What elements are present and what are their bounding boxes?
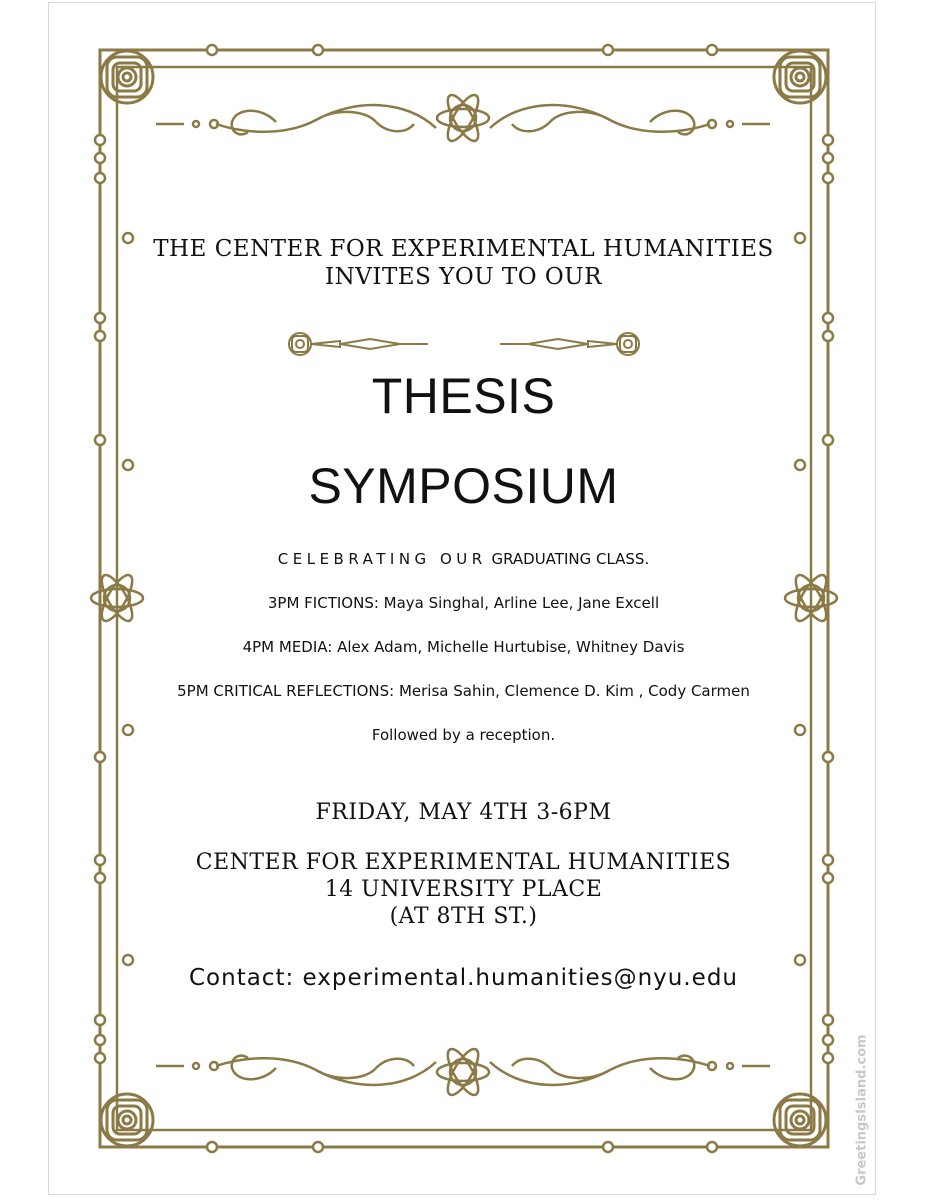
atom-ornament-icon xyxy=(437,1045,489,1099)
atom-ornament-icon xyxy=(437,91,489,145)
session-fictions: 3PM FICTIONS: Maya Singhal, Arline Lee, Jane Excell xyxy=(267,594,660,612)
subtitle xyxy=(0,550,927,568)
venue-line-1: CENTER FOR EXPERIMENTAL HUMANITIES xyxy=(195,850,732,875)
title-line-1: THESIS xyxy=(371,368,556,424)
subtitle-spaced: CELEBRATING OUR xyxy=(277,550,487,568)
watermark: GreetingsIsland.com xyxy=(854,1034,870,1186)
subtitle-rest: GRADUATING CLASS. xyxy=(491,550,650,568)
session-media: 4PM MEDIA: Alex Adam, Michelle Hurtubise, Whitney Davis xyxy=(242,638,685,656)
contact-email[interactable]: Contact: experimental.humanities@nyu.edu xyxy=(188,965,738,991)
host-line-2: INVITES YOU TO OUR xyxy=(325,264,602,290)
corner-rosette-icon xyxy=(101,1094,153,1146)
corner-rosette-icon xyxy=(774,1094,826,1146)
venue-line-3: (AT 8TH ST.) xyxy=(389,904,538,929)
session-critical-reflections: 5PM CRITICAL REFLECTIONS: Merisa Sahin, Clemence D. Kim , Cody Carmen xyxy=(177,682,750,700)
corner-rosette-icon xyxy=(774,51,826,103)
divider-flourish-icon xyxy=(289,333,639,355)
venue-line-2: 14 UNIVERSITY PLACE xyxy=(324,877,603,902)
host-line-1: THE CENTER FOR EXPERIMENTAL HUMANITIES xyxy=(153,236,774,262)
corner-rosette-icon xyxy=(101,51,153,103)
reception-note: Followed by a reception. xyxy=(371,726,556,744)
event-date-time: FRIDAY, MAY 4TH 3-6PM xyxy=(315,800,612,825)
title-line-2: SYMPOSIUM xyxy=(308,458,619,514)
